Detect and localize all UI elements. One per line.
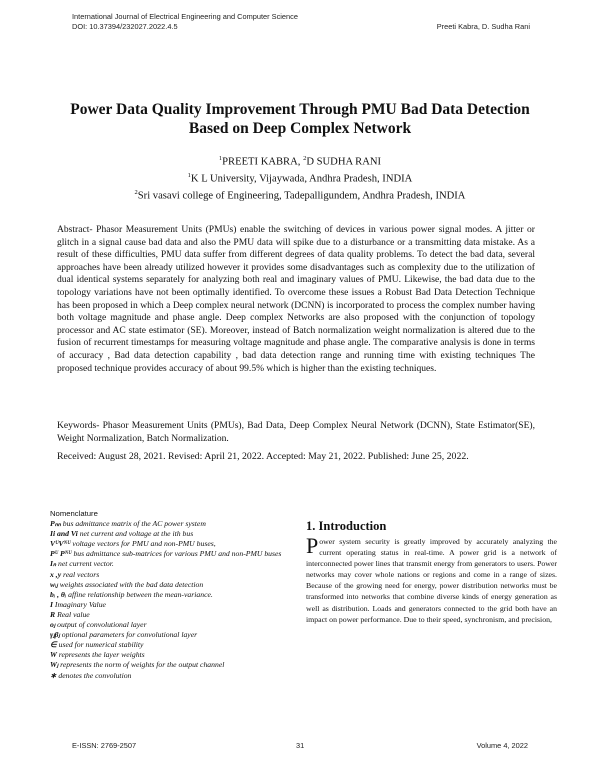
footer-volume: Volume 4, 2022 <box>476 741 528 750</box>
introduction-body: ower system security is greatly improved by accurately analyzing the current operating status in real-time. A power grid is a network of interconnected power lines that transmit energy from generators to users. Power networks may cover whole nations or regions and come in a range of sizes. Because of the growing need for energy, power distribution networks must be transformed into networks that combine diverse kinds of energy generation as well as distribution. Loads and generators connected to the grid both have an impact on power performance. Due to their speed, synchronism, and precision, <box>306 537 557 624</box>
abstract: Abstract- Phasor Measurement Units (PMUs) enable the switching of devices in various power signal modes. A jitter or glitch in a signal cause bad data and also the PMU data will spike due to a disturbance or a transmitting data mistake. As a result of these difficulties, PMU data suffer from different degrees of data quality problems. To detect the bad data, several approaches have been already utilized however it provides some disadvantages such as complexity due to the utilization of dual identical systems separately for analyzing both real and imaginary values of PMU. Likewise, the bad data due to the topology variations have not been optimally identified. To overcome these issues a Robust Bad Data Detection Technique has been proposed in which a Deep complex neural network (DCNN) is incorporated to process the complex number having both voltage magnitude and phase angle. Deep complex Networks are also proposed with the conjunction of topology processor and AC state estimator (SE). Moreover, instead of Batch normalization weight normalization is altered due to the fusion of recurrent timestamps for measuring voltage magnitude and phase angle. The comparative analysis is done in terms of accuracy , Bad data detection capability , bad data detection range and running time with existing techniques The proposed technique provides accuracy of about 99.5% which is higher than the existing techniques. <box>57 224 535 374</box>
nomenclature-item: oⱼ output of convolutional layer <box>50 620 147 630</box>
author-block <box>40 152 560 203</box>
nomenclature-item: VᵁVᴺᵁ voltage vectors for PMU and non-PMU buses, <box>50 539 216 549</box>
nomenclature-item: Ii and Vi net current and voltage at the ith bus <box>50 529 194 539</box>
nomenclature-item: bᵢ , θᵢ affine relationship between the mean-variance. <box>50 589 213 599</box>
paper-title <box>40 100 560 138</box>
drop-cap: P <box>306 533 319 558</box>
nomenclature-item: ∈ used for numerical stability <box>50 640 144 650</box>
author-names: $^1$PREETI KABRA, $^2$D SUDHA RANI <box>218 155 382 168</box>
received-dates: Received: August 28, 2021. Revised: April 21, 2022. Accepted: May 21, 2022. Published: June 25, 2022. <box>57 451 469 462</box>
running-header <box>72 12 298 32</box>
page-number: 31 <box>296 741 305 750</box>
nomenclature-item: Pᵁ Pᴺᵁ bus admittance sub-matrices for various PMU and non-PMU buses <box>50 549 282 559</box>
section-heading-introduction: 1. Introduction <box>306 519 387 533</box>
nomenclature-item: wᵢⱼ weights associated with the bad data detection <box>50 579 204 589</box>
nomenclature-item: W represents the layer weights <box>50 650 145 660</box>
nomenclature-item: Iₙ net current vector. <box>50 559 114 569</box>
header-authors: Preeti Kabra, D. Sudha Rani <box>436 22 530 31</box>
nomenclature-item: Wⱼ represents the norm of weights for the output channel <box>50 660 225 670</box>
journal-name: International Journal of Electrical Engineering and Computer Science <box>72 12 298 21</box>
footer-issn: E-ISSN: 2769-2507 <box>72 741 137 750</box>
nomenclature-item: x ,y real vectors <box>50 569 100 579</box>
title-line-1: Power Data Quality Improvement Through PMU Bad Data Detection <box>70 101 530 118</box>
introduction-text <box>306 533 557 625</box>
nomenclature-item: ∗ denotes the convolution <box>50 670 132 680</box>
nomenclature-item: Pₙₙ bus admittance matrix of the AC power system <box>50 519 206 529</box>
nomenclature-heading: Nomenclature <box>50 509 98 518</box>
keywords: Keywords- Phasor Measurement Units (PMUs), Bad Data, Deep Complex Neural Network (DCNN), State Estimator(SE), Weight Normalization, Batch Normalization. <box>57 420 535 444</box>
nomenclature-item: γⱼβⱼ optional parameters for convolutional layer <box>50 630 198 640</box>
title-line-2: Based on Deep Complex Network <box>188 120 412 137</box>
affiliation-2: $^2$Sri vasavi college of Engineering, Tadepalligundem, Andhra Pradesh, INDIA <box>134 189 466 202</box>
nomenclature-item: I Imaginary Value <box>50 599 106 609</box>
affiliation-1: $^1$K L University, Vijaywada, Andhra Pradesh, INDIA <box>187 172 413 185</box>
doi: DOI: 10.37394/232027.2022.4.5 <box>72 22 178 31</box>
nomenclature <box>50 509 290 681</box>
nomenclature-item: R Real value <box>50 609 90 619</box>
